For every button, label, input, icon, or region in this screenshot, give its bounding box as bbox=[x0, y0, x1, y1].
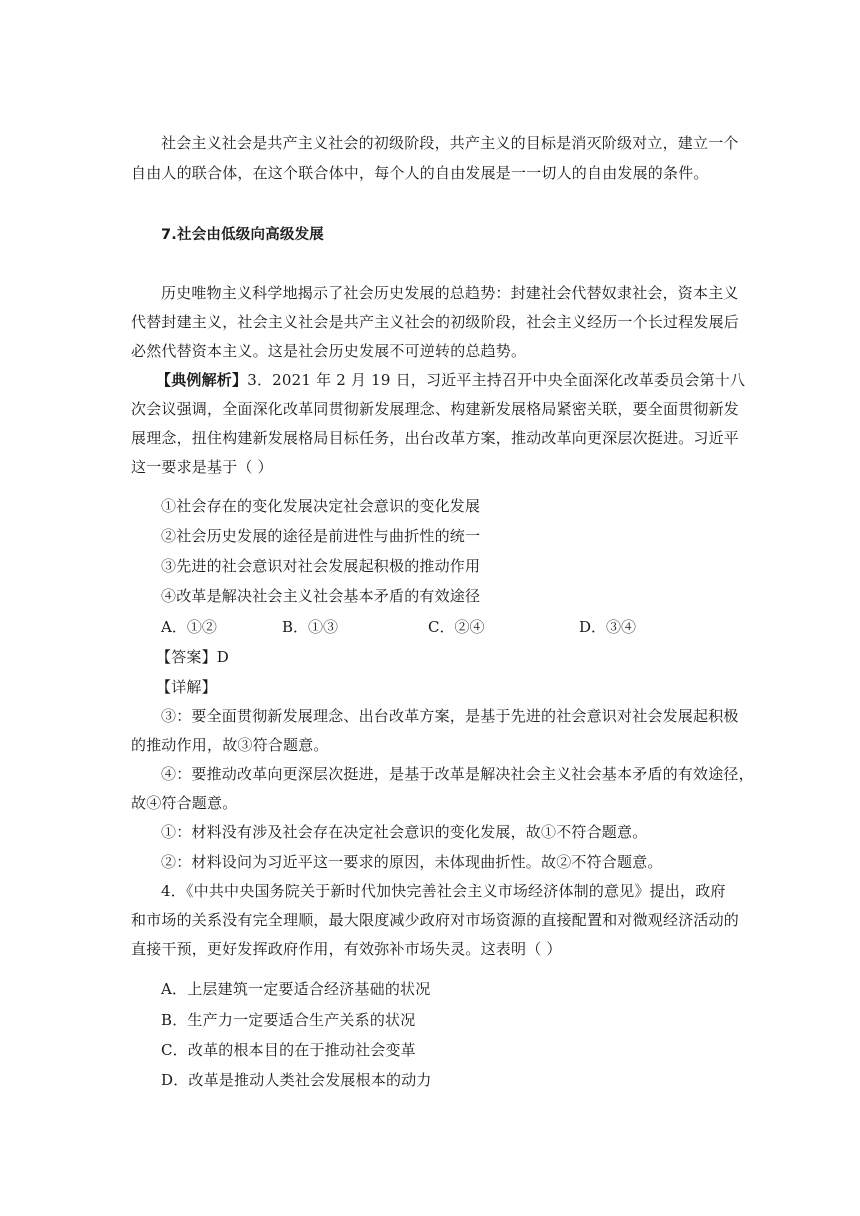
example-tag: 【典例解析】 bbox=[156, 371, 248, 389]
question-4-line-3: 直接干预，更好发挥政府作用，有效弥补市场失灵。这表明（ ） bbox=[131, 940, 562, 958]
question-3-text: 3．2021 年 2 月 19 日，习近平主持召开中央全面深化改革委员会第十八 bbox=[247, 371, 746, 389]
q4-option-b: B．生产力一定要适合生产关系的状况 bbox=[161, 1011, 416, 1029]
answer: 【答案】D bbox=[156, 648, 230, 666]
option-a: A．①② bbox=[161, 618, 217, 636]
detail-1-line-1: ③：要全面贯彻新发展理念、出台改革方案，是基于先进的社会意识对社会发展起积极 bbox=[161, 707, 739, 725]
q4-option-c: C．改革的根本目的在于推动社会变革 bbox=[161, 1041, 416, 1059]
statement-1: ①社会存在的变化发展决定社会意识的变化发展 bbox=[161, 497, 481, 515]
detail-2-line-1: ④：要推动改革向更深层次挺进，是基于改革是解决社会主义社会基本矛盾的有效途径， bbox=[161, 765, 754, 783]
question-3-line-3: 展理念，扭住构建新发展格局目标任务，出台改革方案，推动改革向更深层次挺进。习近平 bbox=[131, 429, 740, 447]
detail-3: ①：材料没有涉及社会存在决定社会意识的变化发展，故①不符合题意。 bbox=[161, 823, 648, 841]
question-3-line-4: 这一要求是基于（ ） bbox=[131, 458, 273, 476]
detail-4: ②：材料设问为习近平这一要求的原因，未体现曲折性。故②不符合题意。 bbox=[161, 853, 663, 871]
q4-option-d: D．改革是推动人类社会发展根本的动力 bbox=[161, 1071, 432, 1089]
intro-line-2: 自由人的联合体，在这个联合体中，每个人的自由发展是一一切人的自由发展的条件。 bbox=[131, 164, 709, 182]
section-line-2: 代替封建主义，社会主义社会是共产主义社会的初级阶段，社会主义经历一个长过程发展后 bbox=[131, 313, 740, 331]
statement-4: ④改革是解决社会主义社会基本矛盾的有效途径 bbox=[161, 587, 481, 605]
section-line-3: 必然代替资本主义。这是社会历史发展不可逆转的总趋势。 bbox=[131, 342, 527, 360]
detail-1-line-2: 的推动作用，故③符合题意。 bbox=[131, 736, 329, 754]
option-b: B．①③ bbox=[282, 618, 339, 636]
intro-line-1: 社会主义社会是共产主义社会的初级阶段，共产主义的目标是消灭阶级对立，建立一个 bbox=[161, 134, 739, 152]
question-3-line-2: 次会议强调，全面深化改革同贯彻新发展理念、构建新发展格局紧密关联，要全面贯彻新发 bbox=[131, 400, 740, 418]
q4-option-a: A．上层建筑一定要适合经济基础的状况 bbox=[161, 980, 431, 998]
detail-2-line-2: 故④符合题意。 bbox=[131, 794, 238, 812]
detail-label: 【详解】 bbox=[156, 678, 217, 696]
section-line-1: 历史唯物主义科学地揭示了社会历史发展的总趋势：封建社会代替奴隶社会，资本主义 bbox=[161, 284, 739, 302]
question-4-line-2: 和市场的关系没有完全理顺，最大限度减少政府对市场资源的直接配置和对微观经济活动的 bbox=[131, 911, 740, 929]
statement-2: ②社会历史发展的途径是前进性与曲折性的统一 bbox=[161, 527, 481, 545]
question-4-line-1: 4．《中共中央国务院关于新时代加快完善社会主义市场经济体制的意见》提出，政府 bbox=[161, 882, 726, 900]
option-c: C．②④ bbox=[428, 618, 485, 636]
question-3-line-1 bbox=[156, 370, 745, 390]
option-d: D．③④ bbox=[579, 618, 637, 636]
section-heading: 7.社会由低级向高级发展 bbox=[161, 227, 324, 243]
statement-3: ③先进的社会意识对社会发展起积极的推动作用 bbox=[161, 557, 481, 575]
